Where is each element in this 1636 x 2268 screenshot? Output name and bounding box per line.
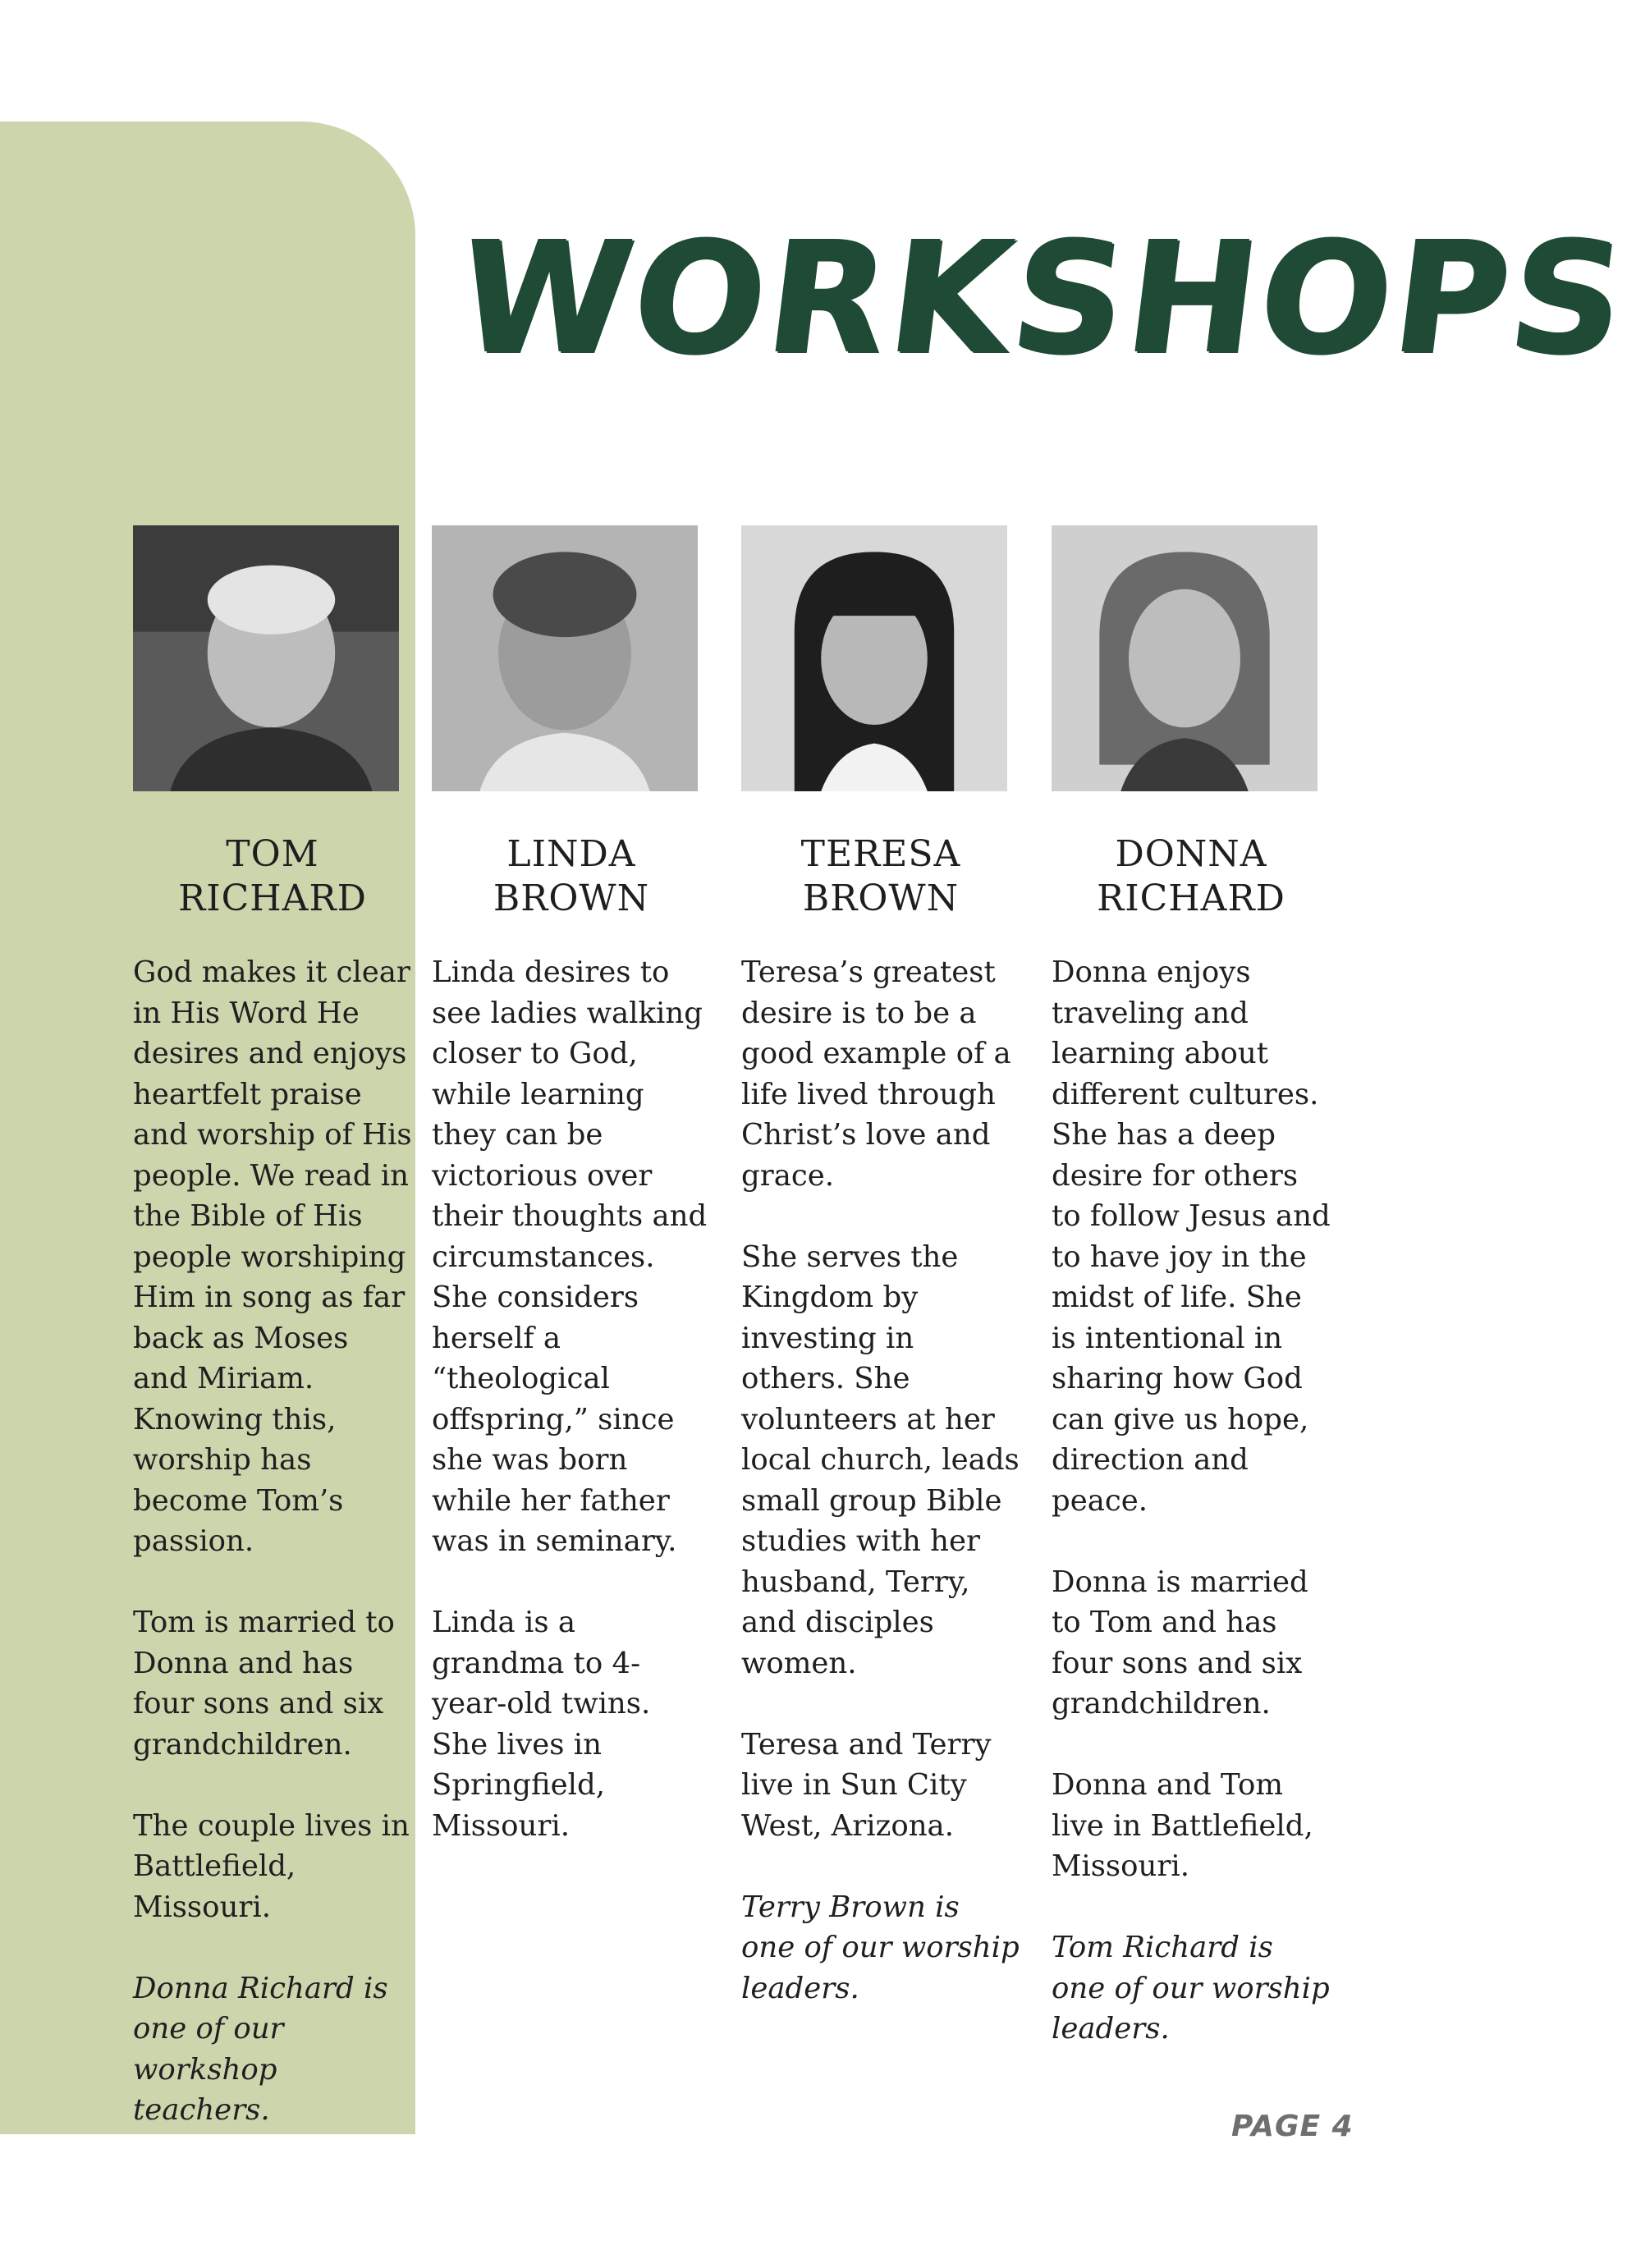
last-name: RICHARD [178, 877, 367, 919]
last-name: RICHARD [1097, 877, 1285, 919]
bio-paragraph: Donna is married to Tom and has four sons and six grandchildren. [1052, 1565, 1308, 1720]
page-number: PAGE 4 [1231, 2110, 1354, 2143]
bio-paragraph: Donna and Tom live in Battlefield, Missouri. [1052, 1768, 1313, 1883]
first-name: DONNA [1115, 833, 1267, 875]
portrait-photo [432, 525, 698, 791]
bio-paragraph: Teresa’s greatest desire is to be a good example of a life lived through Christ’s love and grace. [741, 955, 1011, 1193]
bio-paragraph: She serves the Kingdom by investing in others. She volunteers at her local church, leads small group Bible studies with her husband, Terry, and disciples women. [741, 1239, 1020, 1680]
first-name: LINDA [506, 833, 636, 875]
bio-paragraph: Linda desires to see ladies walking closer to God, while learning they can be victorious over their thoughts and circumstances. She considers herself a “theological offspring,” since she was born while her father was in seminary. [432, 955, 708, 1558]
profile-donna-richard [1052, 525, 1331, 2090]
bio-text [133, 952, 412, 2131]
person-name [1052, 832, 1331, 921]
person-name [432, 832, 711, 921]
bio-paragraph: Donna enjoys traveling and learning about different cultures. She has a deep desire for others to follow Jesus and to have joy in the midst of life. She is intentional in sharing how God can give us hope, direction and peace. [1052, 955, 1331, 1518]
bio-paragraph: Teresa and Terry live in Sun City West, Arizona. [741, 1727, 992, 1843]
bio-note: Terry Brown is one of our worship leaders. [741, 1890, 1020, 2005]
bio-note: Donna Richard is one of our workshop teachers. [133, 1971, 388, 2127]
bio-text [432, 952, 711, 1846]
bio-paragraph: Linda is a grandma to 4-year-old twins. She lives in Springfield, Missouri. [432, 1606, 651, 1843]
bio-paragraph: The couple lives in Battlefield, Missouri. [133, 1808, 410, 1924]
profile-linda-brown [432, 525, 711, 1887]
bio-paragraph: God makes it clear in His Word He desires and enjoys heartfelt praise and worship of His people. We read in the Bible of His people worshiping Him in song as far back as Moses and Miriam. Knowing this, worship has become Tom’s passion. [133, 955, 412, 1558]
last-name: BROWN [493, 877, 650, 919]
first-name: TOM [226, 833, 319, 875]
bio-paragraph: Tom is married to Donna and has four sons and six grandchildren. [133, 1606, 395, 1762]
portrait-photo [741, 525, 1007, 791]
page-title: WORKSHOPS [448, 208, 1636, 388]
bio-text [741, 952, 1020, 2009]
profile-tom-richard [133, 525, 412, 2171]
portrait-photo [1052, 525, 1318, 791]
profile-teresa-brown [741, 525, 1020, 2050]
bio-text [1052, 952, 1331, 2050]
portrait-photo [133, 525, 399, 791]
bio-note: Tom Richard is one of our worship leaders. [1052, 1931, 1330, 2046]
person-name [133, 832, 412, 921]
person-name [741, 832, 1020, 921]
last-name: BROWN [802, 877, 960, 919]
first-name: TERESA [800, 833, 961, 875]
